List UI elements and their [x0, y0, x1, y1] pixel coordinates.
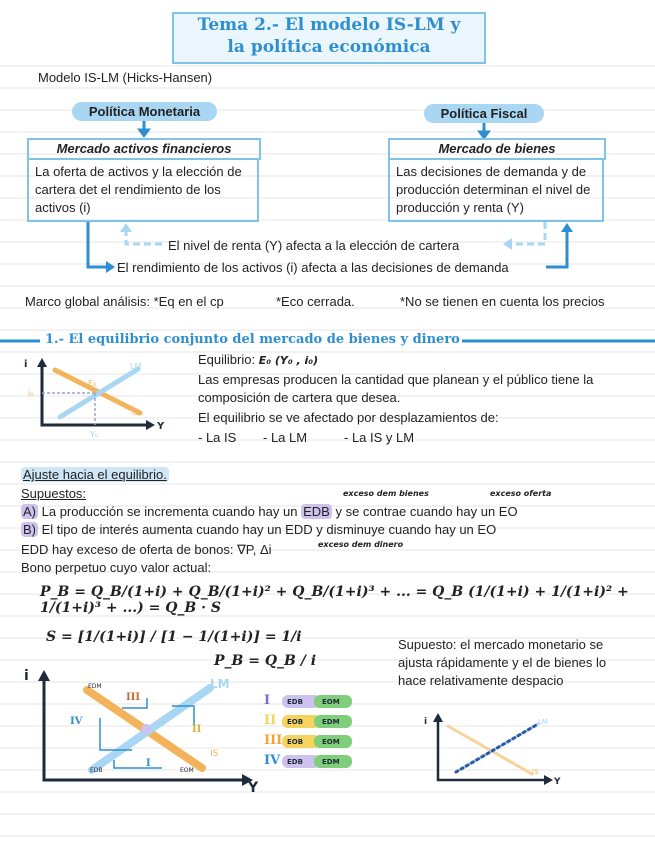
monetary-policy-pill: Política Monetaria [72, 102, 217, 121]
adj-label-q2: II [192, 724, 202, 735]
adj-label-lm: LM [210, 677, 230, 691]
edd-line: EDD hay exceso de oferta de bonos: ∇P, Δi [21, 542, 272, 557]
equilibrium-description: Las empresas producen la cantidad que planean y el público tiene la composición de cartera que desea. [198, 372, 594, 405]
legend-1-a: EDB [287, 698, 303, 706]
assumption-b-text: El tipo de interés aumenta cuando hay un EDD y disminuye cuando hay un EO [41, 522, 497, 537]
legend-roman-1: I [264, 693, 271, 708]
title-line1: Tema 2.- El modelo IS-LM y [197, 15, 461, 35]
goods-market-title: Mercado de bienes [388, 138, 606, 160]
goods-market-text: Las decisiones de demanda y de producción determinan el nivel de producción y renta (Y) [388, 158, 604, 222]
note-excess-goods: exceso dem bienes [343, 489, 429, 498]
assumption-a-text2: y se contrae cuando hay un EO [335, 504, 518, 519]
slow-axis-arrow-i [433, 713, 443, 722]
equilibrium-label: Equilibrio: [198, 352, 256, 367]
shift-is-lm: - La IS y LM [344, 430, 415, 445]
eq-label-y: Y [157, 421, 165, 432]
eq-label-e0: E₀ [88, 379, 97, 388]
legend-2-a: EOB [287, 718, 304, 726]
eq-label-y0: Y₀ [90, 430, 99, 439]
equilibrium-graph [20, 355, 170, 440]
assumption-a-letter: A) [23, 504, 36, 519]
adj-label-i: i [24, 668, 29, 684]
bond-intro: Bono perpetuo cuyo valor actual: [21, 560, 212, 575]
framework-closed: *Eco cerrada. [276, 294, 355, 309]
legend-1-b: EOM [322, 698, 340, 706]
assumption-a-text1: La producción se incrementa cuando hay un [41, 504, 298, 519]
adj-label-q1: I [146, 758, 151, 769]
monetary-arrowhead [138, 129, 150, 137]
assumption-a [21, 503, 518, 521]
portfolio-flow-dashed [126, 230, 162, 244]
eq-axis-arrow-y [146, 420, 155, 430]
assumption-b [21, 521, 496, 539]
adjust-heading-text: Ajuste hacia el equilibrio. [23, 467, 167, 482]
slow-axis-arrow-y [544, 775, 553, 785]
adj-axis-arrow-i [38, 670, 50, 681]
slow-label-i: i [424, 717, 428, 727]
eq-axis-arrow-i [37, 358, 47, 367]
financial-market-text: La oferta de activos y la elección de cartera det el rendimiento de los activos (i) [27, 158, 259, 222]
quadrant-legend [262, 690, 372, 770]
section-heading: 1.- El equilibrio conjunto del mercado de bienes y dinero [45, 332, 460, 347]
adj-tag-eom: EOM [180, 767, 194, 774]
legend-4-b: EDM [322, 758, 340, 766]
adjust-heading [21, 466, 169, 484]
legend-3-a: EOB [287, 738, 304, 746]
adj-label-y: Y [248, 780, 259, 796]
slow-adjust-path [456, 724, 538, 772]
rate-flow-solid [88, 222, 108, 267]
title-line2: la política económica [227, 37, 431, 57]
slow-label-is: IS [532, 768, 539, 776]
supuesto-text: Supuesto: el mercado monetario se ajusta rápidamente y el de bienes lo hace relativamente despacio [398, 637, 607, 688]
note-excess-money: exceso dem dinero [318, 540, 404, 549]
fiscal-policy-pill: Política Fiscal [424, 104, 544, 123]
legend-roman-4: IV [264, 753, 281, 768]
income-flow-label: El nivel de renta (Y) afecta a la elección de cartera [168, 238, 460, 253]
rate-flow-label: El rendimiento de los activos (i) afecta a las decisiones de demanda [117, 260, 509, 275]
assumptions-label: Supuestos: [21, 486, 87, 501]
legend-3-b: EOM [322, 738, 340, 746]
eq-label-lm: LM [130, 362, 142, 371]
eq-label-i0: i₀ [28, 389, 34, 398]
assumption-a-edb: EDB [303, 504, 330, 519]
title-box [172, 12, 486, 64]
bond-formula: P_B = Q_B/(1+i) + Q_B/(1+i)² + Q_B/(1+i)³ + ... = Q_B (1/(1+i) + 1/(1+i)² + 1/(1+i)³ + ...) = Q_B · S [40, 584, 629, 616]
adj-arrow-bottom [114, 760, 162, 768]
framework-lead: Marco global análisis: *Eq en el cp [25, 294, 224, 309]
financial-market-title: Mercado activos financieros [27, 138, 261, 160]
adj-label-q4: IV [70, 716, 83, 727]
assumption-b-letter: B) [23, 522, 36, 537]
adj-tag-edm: EDM [88, 683, 102, 690]
slow-label-y: Y [554, 777, 561, 787]
shift-is: - La IS [198, 430, 237, 445]
pb-short-formula: P_B = Q_B / i [214, 653, 317, 669]
shift-lm: - La LM [263, 430, 308, 445]
s-formula: S = [1/(1+i)] / [1 − 1/(1+i)] = 1/i [46, 629, 302, 645]
equilibrium-line [198, 351, 318, 370]
legend-2-b: EDM [322, 718, 340, 726]
equilibrium-shift-intro: El equilibrio se ve afectado por desplazamientos de: [198, 410, 499, 425]
equilibrium-point: E₀ (Y₀ , i₀) [258, 354, 319, 367]
demand-flow-solid [546, 230, 567, 267]
adj-tag-edb: EDB [90, 767, 103, 774]
legend-roman-2: II [264, 713, 277, 728]
adj-equilibrium-point [141, 724, 151, 734]
adj-label-q3: III [126, 692, 141, 703]
adjustment-graph [22, 668, 262, 798]
slow-adjust-graph [420, 712, 570, 792]
eq-label-is: IS [132, 408, 140, 417]
income-flow-dashed [508, 222, 545, 244]
legend-4-a: EDB [287, 758, 303, 766]
eq-label-i: i [24, 359, 28, 370]
framework-prices: *No se tienen en cuenta los precios [400, 294, 605, 309]
model-subtitle: Modelo IS-LM (Hicks-Hansen) [38, 70, 213, 85]
slow-label-lm: LM [538, 718, 548, 726]
note-excess-supply: exceso oferta [490, 489, 552, 498]
legend-roman-3: III [264, 733, 283, 748]
adj-label-is: IS [210, 749, 219, 759]
